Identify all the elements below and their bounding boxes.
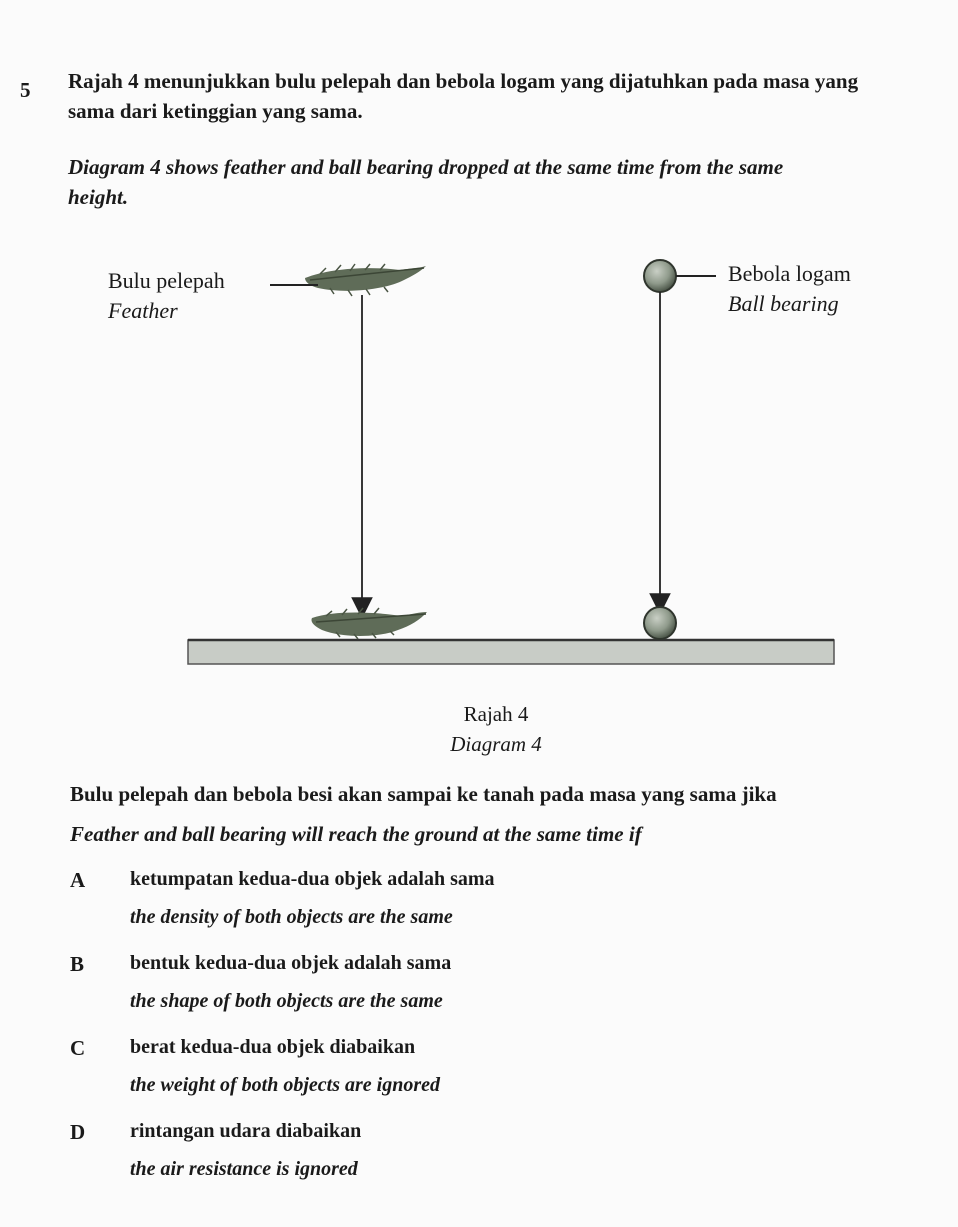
feather-label <box>108 266 225 326</box>
option-b-letter[interactable]: B <box>70 952 85 976</box>
option-c-text-ms[interactable]: berat kedua-dua objek diabaikan <box>130 1036 416 1058</box>
feather-bottom-icon <box>311 608 427 639</box>
ball-top-icon <box>644 260 676 292</box>
option-c-text-en[interactable]: the weight of both objects are ignored <box>130 1074 440 1096</box>
ball-label <box>728 259 851 319</box>
ground-surface <box>188 640 834 664</box>
feather-label-en: Feather <box>108 298 178 323</box>
option-b-text-en[interactable]: the shape of both objects are the same <box>130 990 443 1012</box>
question-text-en-line2: height. <box>68 185 129 209</box>
option-d-text-en[interactable]: the air resistance is ignored <box>130 1158 358 1180</box>
feather-label-ms: Bulu pelepah <box>108 268 225 293</box>
stem-ms: Bulu pelepah dan bebola besi akan sampai ke tanah pada masa yang sama jika <box>70 782 777 806</box>
caption-en: Diagram 4 <box>450 732 542 756</box>
option-a-text-ms[interactable]: ketumpatan kedua-dua objek adalah sama <box>130 868 495 890</box>
ball-bottom-icon <box>644 607 676 639</box>
option-a-text-en[interactable]: the density of both objects are the same <box>130 906 453 928</box>
question-text-ms-line1: Rajah 4 menunjukkan bulu pelepah dan bebola logam yang dijatuhkan pada masa yang <box>68 69 859 93</box>
option-d-letter[interactable]: D <box>70 1120 86 1144</box>
feather-top-icon <box>305 264 426 296</box>
stem-en: Feather and ball bearing will reach the ground at the same time if <box>70 822 642 846</box>
option-d-text-ms[interactable]: rintangan udara diabaikan <box>130 1120 362 1142</box>
question-text-en-line1: Diagram 4 shows feather and ball bearing dropped at the same time from the same <box>68 155 784 179</box>
caption-ms: Rajah 4 <box>463 702 529 726</box>
question-text-ms-line2: sama dari ketinggian yang sama. <box>68 99 363 123</box>
diagram-caption <box>0 699 958 759</box>
option-a-letter[interactable]: A <box>70 868 86 892</box>
ball-label-ms: Bebola logam <box>728 261 851 286</box>
ball-label-en: Ball bearing <box>728 291 839 316</box>
option-c-letter[interactable]: C <box>70 1036 86 1060</box>
question-number: 5 <box>20 78 31 102</box>
option-b-text-ms[interactable]: bentuk kedua-dua objek adalah sama <box>130 952 452 974</box>
